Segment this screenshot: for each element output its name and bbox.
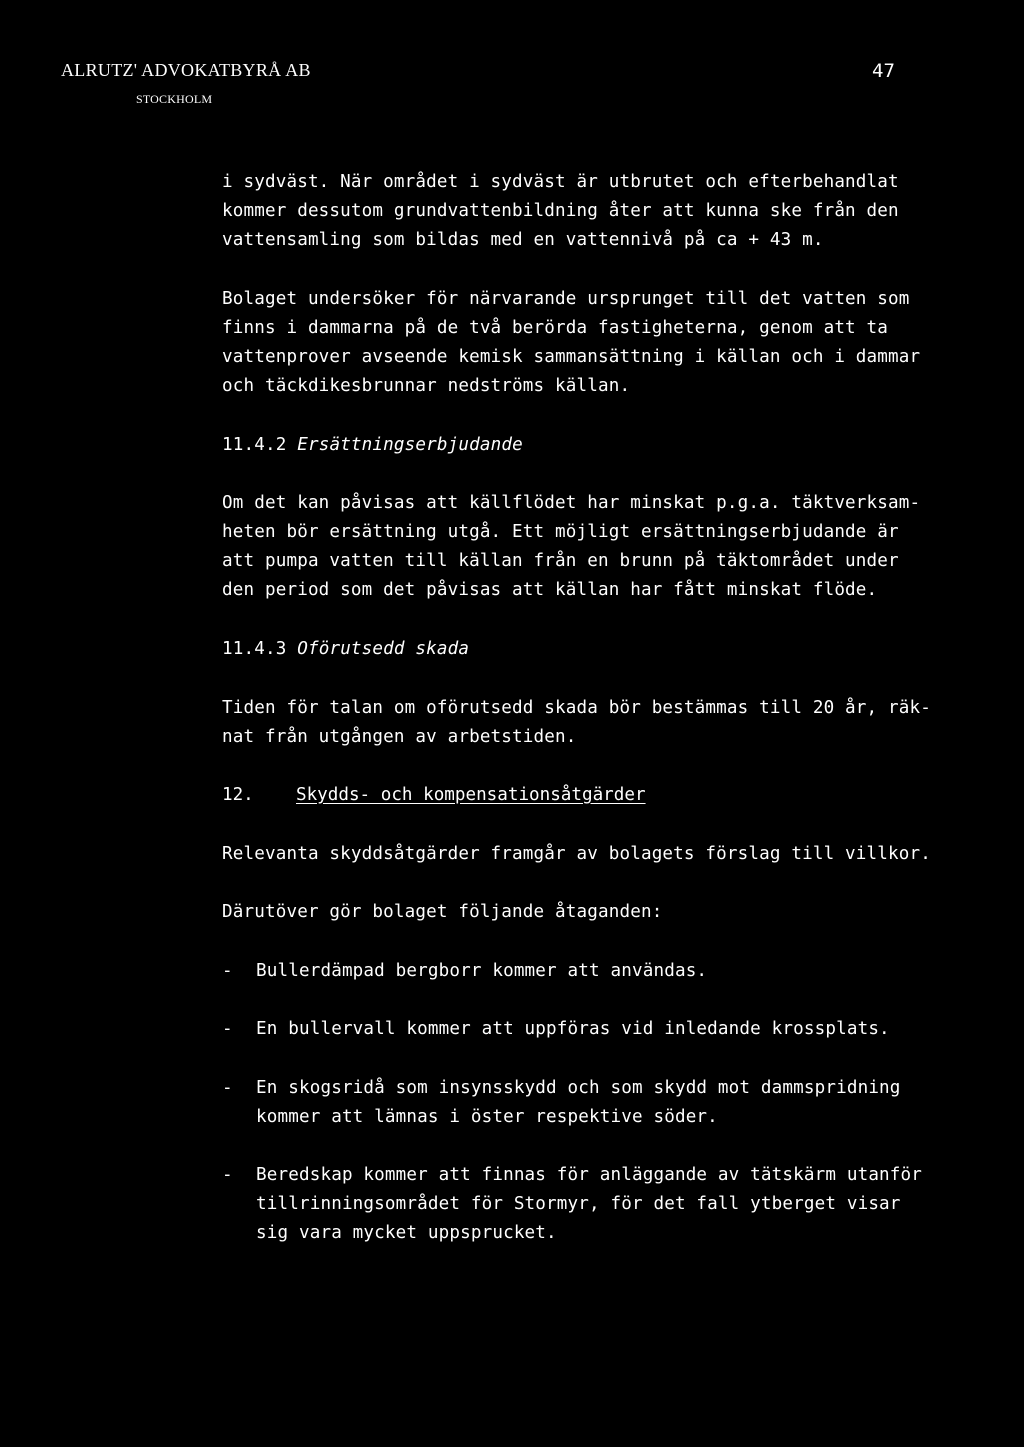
paragraph-line: vattensamling som bildas med en vattennivå på ca + 43 m.: [222, 230, 824, 250]
section-title: Skydds- och kompensationsåtgärder: [296, 785, 646, 805]
paragraph-line: Relevanta skyddsåtgärder framgår av bolagets förslag till villkor.: [222, 844, 931, 864]
bullet-dash: -: [222, 1078, 233, 1098]
subsection-heading: [222, 635, 469, 664]
list-item-continued: tillrinningsområdet för Stormyr, för det fall ytberget visar: [256, 1194, 901, 1214]
list-item: En bullervall kommer att uppföras vid inledande krossplats.: [256, 1019, 890, 1039]
subsection-number: 11.4.2: [222, 435, 287, 455]
paragraph-line: Tiden för talan om oförutsedd skada bör bestämmas till 20 år, räk-: [222, 698, 931, 718]
paragraph-line: kommer dessutom grundvattenbildning åter att kunna ske från den: [222, 201, 899, 221]
paragraph-line: den period som det påvisas att källan har fått minskat flöde.: [222, 580, 878, 600]
paragraph-line: och täckdikesbrunnar nedströms källan.: [222, 376, 631, 396]
subsection-heading: [222, 431, 523, 460]
firm-city: STOCKHOLM: [136, 92, 213, 106]
paragraph-line: vattenprover avseende kemisk sammansättning i källan och i dammar: [222, 347, 921, 367]
page-number: 47: [872, 60, 895, 82]
subsection-title: Oförutsedd skada: [297, 639, 470, 659]
bullet-dash: -: [222, 961, 233, 981]
paragraph-line: nat från utgången av arbetstiden.: [222, 727, 577, 747]
firm-name: ALRUTZ' ADVOKATBYRÅ AB: [61, 60, 311, 80]
list-item-continued: kommer att lämnas i öster respektive söder.: [256, 1107, 718, 1127]
bullet-dash: -: [222, 1165, 233, 1185]
paragraph-line: Bolaget undersöker för närvarande ursprunget till det vatten som: [222, 289, 910, 309]
list-item: En skogsridå som insynsskydd och som skydd mot dammspridning: [256, 1078, 901, 1098]
list-item: Beredskap kommer att finnas för anläggande av tätskärm utanför: [256, 1165, 923, 1185]
paragraph-line: att pumpa vatten till källan från en brunn på täktområdet under: [222, 551, 899, 571]
bullet-dash: -: [222, 1019, 233, 1039]
subsection-number: 11.4.3: [222, 639, 287, 659]
paragraph-line: Om det kan påvisas att källflödet har minskat p.g.a. täktverksam-: [222, 493, 921, 513]
paragraph-line: Därutöver gör bolaget följande åtaganden:: [222, 902, 663, 922]
paragraph-line: i sydväst. När området i sydväst är utbrutet och efterbehandlat: [222, 172, 899, 192]
paragraph-line: finns i dammarna på de två berörda fastigheterna, genom att ta: [222, 318, 889, 338]
paragraph-line: heten bör ersättning utgå. Ett möjligt ersättningserbjudande är: [222, 522, 899, 542]
list-item-continued: sig vara mycket uppsprucket.: [256, 1223, 557, 1243]
section-number: 12.: [222, 785, 254, 805]
subsection-title: Ersättningserbjudande: [297, 435, 523, 455]
list-item: Bullerdämpad bergborr kommer att användas.: [256, 961, 708, 981]
